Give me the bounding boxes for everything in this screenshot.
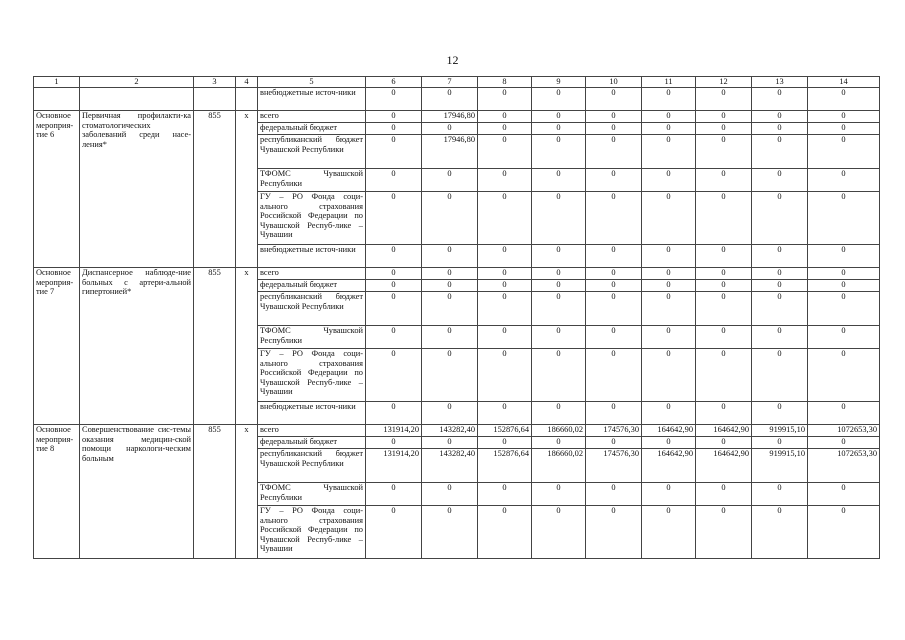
value-cell: 0	[642, 506, 696, 559]
value-cell: 152876,64	[478, 425, 532, 437]
value-cell: 0	[422, 280, 478, 292]
source-cell: республиканский бюджет Чувашской Республики	[258, 292, 366, 326]
value-cell: 174576,30	[586, 425, 642, 437]
source-cell: внебюджетные источ-ники	[258, 402, 366, 425]
header-row	[34, 77, 880, 88]
event-description-cell: Совершенствование сис-темы оказания медицин-ской помощи наркологи-ческим больным	[80, 425, 194, 559]
value-cell: 0	[808, 506, 880, 559]
value-cell: 0	[586, 245, 642, 268]
source-cell: всего	[258, 425, 366, 437]
value-cell: 0	[696, 437, 752, 449]
value-cell: 0	[478, 437, 532, 449]
value-cell: 0	[366, 245, 422, 268]
value-cell: 0	[586, 111, 642, 123]
value-cell: 0	[642, 135, 696, 169]
value-cell: 0	[478, 483, 532, 506]
value-cell: 0	[696, 326, 752, 349]
value-cell: 0	[642, 169, 696, 192]
value-cell: 0	[696, 111, 752, 123]
value-cell: 0	[532, 268, 586, 280]
value-cell: 0	[478, 349, 532, 402]
header-cell: 11	[642, 77, 696, 88]
value-cell: 0	[642, 483, 696, 506]
value-cell: 0	[642, 280, 696, 292]
header-cell: 4	[236, 77, 258, 88]
value-cell: 0	[752, 192, 808, 245]
value-cell: 0	[532, 111, 586, 123]
value-cell: 0	[366, 169, 422, 192]
code-cell: 855	[194, 111, 236, 268]
source-cell: ТФОМС Чувашской Республики	[258, 326, 366, 349]
value-cell: 0	[752, 135, 808, 169]
value-cell: 0	[808, 349, 880, 402]
value-cell: 0	[532, 402, 586, 425]
value-cell: 0	[422, 349, 478, 402]
value-cell: 0	[586, 192, 642, 245]
value-cell: 0	[478, 280, 532, 292]
value-cell: 0	[366, 135, 422, 169]
value-cell: 0	[586, 123, 642, 135]
value-cell: 0	[532, 192, 586, 245]
value-cell: 0	[478, 192, 532, 245]
header-cell: 2	[80, 77, 194, 88]
value-cell: 0	[366, 280, 422, 292]
value-cell: 0	[696, 402, 752, 425]
value-cell: 0	[696, 280, 752, 292]
mark-cell: х	[236, 268, 258, 425]
value-cell: 0	[642, 111, 696, 123]
value-cell: 0	[808, 402, 880, 425]
event-name-cell: Основное мероприя-тие 6	[34, 111, 80, 268]
empty-cell	[34, 88, 80, 111]
value-cell: 1072653,30	[808, 425, 880, 437]
source-cell: внебюджетные источ-ники	[258, 245, 366, 268]
value-cell: 0	[366, 349, 422, 402]
value-cell: 0	[696, 268, 752, 280]
header-cell: 12	[696, 77, 752, 88]
source-cell: республиканский бюджет Чувашской Республики	[258, 449, 366, 483]
source-cell: федеральный бюджет	[258, 280, 366, 292]
value-cell: 0	[752, 88, 808, 111]
header-cell: 5	[258, 77, 366, 88]
value-cell: 0	[532, 483, 586, 506]
table-row	[34, 268, 880, 280]
value-cell: 0	[422, 245, 478, 268]
value-cell: 186660,02	[532, 425, 586, 437]
value-cell: 0	[422, 123, 478, 135]
value-cell: 0	[478, 111, 532, 123]
value-cell: 0	[752, 292, 808, 326]
mark-cell: х	[236, 425, 258, 559]
value-cell: 0	[532, 349, 586, 402]
value-cell: 143282,40	[422, 449, 478, 483]
table-row	[34, 425, 880, 437]
value-cell: 0	[808, 169, 880, 192]
value-cell: 0	[532, 123, 586, 135]
value-cell: 0	[366, 88, 422, 111]
value-cell: 0	[366, 111, 422, 123]
value-cell: 0	[478, 245, 532, 268]
value-cell: 0	[532, 437, 586, 449]
value-cell: 0	[752, 268, 808, 280]
value-cell: 0	[532, 135, 586, 169]
value-cell: 0	[808, 268, 880, 280]
value-cell: 0	[422, 292, 478, 326]
value-cell: 0	[808, 88, 880, 111]
value-cell: 0	[696, 506, 752, 559]
empty-cell	[236, 88, 258, 111]
value-cell: 0	[586, 88, 642, 111]
value-cell: 0	[422, 88, 478, 111]
value-cell: 0	[752, 280, 808, 292]
value-cell: 0	[752, 326, 808, 349]
event-name-cell: Основное мероприя-тие 7	[34, 268, 80, 425]
value-cell: 0	[696, 88, 752, 111]
value-cell: 0	[586, 280, 642, 292]
value-cell: 0	[642, 192, 696, 245]
value-cell: 0	[808, 483, 880, 506]
source-cell: ТФОМС Чувашской Республики	[258, 483, 366, 506]
value-cell: 0	[586, 483, 642, 506]
value-cell: 186660,02	[532, 449, 586, 483]
value-cell: 0	[478, 169, 532, 192]
value-cell: 0	[532, 280, 586, 292]
value-cell: 0	[478, 326, 532, 349]
value-cell: 0	[532, 326, 586, 349]
value-cell: 0	[366, 292, 422, 326]
value-cell: 0	[808, 292, 880, 326]
value-cell: 0	[696, 135, 752, 169]
value-cell: 0	[752, 169, 808, 192]
value-cell: 0	[366, 437, 422, 449]
value-cell: 0	[586, 437, 642, 449]
value-cell: 0	[366, 483, 422, 506]
table-row	[34, 88, 880, 111]
value-cell: 0	[808, 437, 880, 449]
mark-cell: х	[236, 111, 258, 268]
value-cell: 0	[586, 326, 642, 349]
header-cell: 8	[478, 77, 532, 88]
source-cell: ГУ – РО Фонда соци-ального страхования Российской Федерации по Чувашской Респуб-лике – Чувашии	[258, 192, 366, 245]
value-cell: 131914,20	[366, 425, 422, 437]
value-cell: 0	[642, 245, 696, 268]
value-cell: 0	[366, 268, 422, 280]
value-cell: 919915,10	[752, 449, 808, 483]
value-cell: 0	[586, 292, 642, 326]
value-cell: 0	[642, 88, 696, 111]
value-cell: 0	[808, 326, 880, 349]
value-cell: 0	[696, 192, 752, 245]
page-number: 12	[446, 53, 459, 67]
code-cell: 855	[194, 425, 236, 559]
value-cell: 0	[642, 123, 696, 135]
value-cell: 0	[532, 292, 586, 326]
value-cell: 0	[366, 402, 422, 425]
source-cell: внебюджетные источ-ники	[258, 88, 366, 111]
source-cell: всего	[258, 111, 366, 123]
value-cell: 0	[642, 268, 696, 280]
value-cell: 0	[752, 123, 808, 135]
header-cell: 6	[366, 77, 422, 88]
header-cell: 1	[34, 77, 80, 88]
value-cell: 0	[366, 123, 422, 135]
value-cell: 0	[752, 349, 808, 402]
value-cell: 0	[808, 123, 880, 135]
value-cell: 17946,80	[422, 111, 478, 123]
header-cell: 7	[422, 77, 478, 88]
value-cell: 0	[422, 402, 478, 425]
value-cell: 0	[422, 268, 478, 280]
value-cell: 0	[422, 326, 478, 349]
header-cell: 13	[752, 77, 808, 88]
value-cell: 0	[808, 280, 880, 292]
value-cell: 0	[586, 506, 642, 559]
header-cell: 3	[194, 77, 236, 88]
value-cell: 0	[532, 169, 586, 192]
value-cell: 0	[642, 437, 696, 449]
value-cell: 0	[478, 402, 532, 425]
source-cell: федеральный бюджет	[258, 437, 366, 449]
value-cell: 0	[696, 245, 752, 268]
value-cell: 164642,90	[642, 449, 696, 483]
value-cell: 0	[478, 123, 532, 135]
source-cell: ТФОМС Чувашской Республики	[258, 169, 366, 192]
value-cell: 0	[642, 292, 696, 326]
value-cell: 0	[422, 506, 478, 559]
event-name-cell: Основное мероприя-тие 8	[34, 425, 80, 559]
value-cell: 0	[532, 245, 586, 268]
code-cell: 855	[194, 268, 236, 425]
value-cell: 0	[422, 192, 478, 245]
source-cell: республиканский бюджет Чувашской Республики	[258, 135, 366, 169]
value-cell: 0	[752, 402, 808, 425]
value-cell: 164642,90	[696, 425, 752, 437]
value-cell: 164642,90	[642, 425, 696, 437]
value-cell: 0	[696, 123, 752, 135]
value-cell: 0	[586, 349, 642, 402]
value-cell: 0	[752, 437, 808, 449]
value-cell: 0	[808, 245, 880, 268]
value-cell: 0	[586, 169, 642, 192]
value-cell: 0	[366, 192, 422, 245]
header-cell: 9	[532, 77, 586, 88]
value-cell: 17946,80	[422, 135, 478, 169]
event-description-cell: Диспансерное наблюде-ние больных с артери-альной гипертонией*	[80, 268, 194, 425]
value-cell: 0	[532, 88, 586, 111]
value-cell: 0	[752, 483, 808, 506]
empty-cell	[194, 88, 236, 111]
source-cell: ГУ – РО Фонда соци-ального страхования Российской Федерации по Чувашской Респуб-лике – Чувашии	[258, 506, 366, 559]
value-cell: 0	[752, 506, 808, 559]
value-cell: 0	[696, 349, 752, 402]
value-cell: 0	[696, 483, 752, 506]
value-cell: 0	[366, 506, 422, 559]
value-cell: 152876,64	[478, 449, 532, 483]
value-cell: 0	[586, 402, 642, 425]
value-cell: 0	[478, 88, 532, 111]
value-cell: 0	[642, 349, 696, 402]
value-cell: 174576,30	[586, 449, 642, 483]
table-row	[34, 111, 880, 123]
source-cell: федеральный бюджет	[258, 123, 366, 135]
empty-cell	[80, 88, 194, 111]
value-cell: 0	[532, 506, 586, 559]
source-cell: ГУ – РО Фонда соци-ального страхования Российской Федерации по Чувашской Респуб-лике – Чувашии	[258, 349, 366, 402]
value-cell: 0	[366, 326, 422, 349]
value-cell: 0	[808, 111, 880, 123]
header-cell: 14	[808, 77, 880, 88]
value-cell: 0	[478, 292, 532, 326]
value-cell: 143282,40	[422, 425, 478, 437]
event-description-cell: Первичная профилакти-ка стоматологических заболеваний среди насе-ления*	[80, 111, 194, 268]
value-cell: 0	[752, 245, 808, 268]
value-cell: 919915,10	[752, 425, 808, 437]
value-cell: 164642,90	[696, 449, 752, 483]
value-cell: 0	[808, 135, 880, 169]
value-cell: 0	[696, 169, 752, 192]
value-cell: 131914,20	[366, 449, 422, 483]
value-cell: 0	[808, 192, 880, 245]
value-cell: 0	[478, 506, 532, 559]
value-cell: 1072653,30	[808, 449, 880, 483]
value-cell: 0	[586, 135, 642, 169]
header-cell: 10	[586, 77, 642, 88]
value-cell: 0	[586, 268, 642, 280]
value-cell: 0	[478, 268, 532, 280]
source-cell: всего	[258, 268, 366, 280]
value-cell: 0	[422, 437, 478, 449]
value-cell: 0	[642, 326, 696, 349]
value-cell: 0	[696, 292, 752, 326]
value-cell: 0	[752, 111, 808, 123]
value-cell: 0	[478, 135, 532, 169]
budget-table	[33, 76, 880, 559]
value-cell: 0	[422, 169, 478, 192]
value-cell: 0	[642, 402, 696, 425]
value-cell: 0	[422, 483, 478, 506]
